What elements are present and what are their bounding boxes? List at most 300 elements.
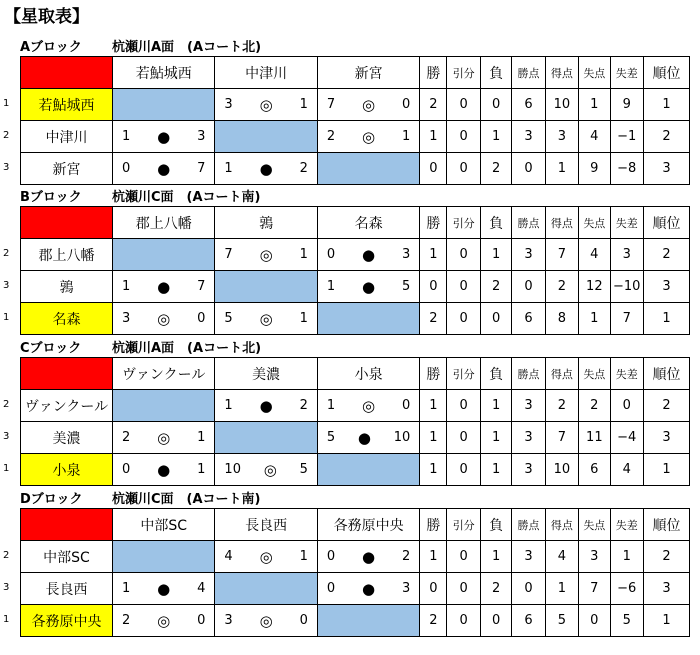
stat-cell: 6 — [512, 605, 545, 637]
match-score — [113, 278, 214, 296]
match-score — [113, 310, 214, 328]
stat-cell: 0 — [447, 153, 480, 185]
match-score — [318, 429, 419, 447]
stat-cell: 8 — [545, 303, 578, 335]
result-mark: ● — [259, 159, 273, 178]
stat-cell: 1 — [480, 121, 511, 153]
team-name-cell: 鶉 — [21, 271, 113, 303]
standings-table — [20, 56, 690, 185]
stat-cell: 3 — [545, 121, 578, 153]
self-match-cell — [317, 454, 419, 486]
goals-for: 0 — [326, 247, 336, 262]
self-match-cell — [317, 303, 419, 335]
stat-cell: 4 — [545, 541, 578, 573]
goals-against: 2 — [402, 549, 411, 564]
stat-cell: 10 — [545, 454, 578, 486]
result-mark: ◎ — [259, 309, 273, 328]
stat-cell: 0 — [447, 605, 480, 637]
stat-cell: 0 — [420, 153, 447, 185]
row-number: 1 — [3, 312, 10, 323]
stat-header: 引分 — [447, 509, 480, 541]
match-score — [318, 397, 419, 415]
stat-header: 失点 — [579, 57, 610, 89]
goals-for: 1 — [121, 581, 131, 596]
goals-against: 0 — [197, 613, 206, 628]
result-mark: ● — [357, 428, 371, 447]
goals-for: 2 — [121, 613, 131, 628]
team-name-cell: 小泉 — [21, 454, 113, 486]
result-mark: ● — [362, 245, 376, 264]
block-venue: 杭瀬川C面 (Aコート南) — [112, 190, 261, 205]
result-mark: ● — [362, 579, 376, 598]
stat-header: 失点 — [579, 509, 610, 541]
result-mark: ● — [157, 159, 171, 178]
block-header — [20, 36, 262, 55]
stat-cell: 1 — [480, 541, 511, 573]
stat-cell: 2 — [643, 121, 689, 153]
goals-for: 7 — [224, 247, 233, 262]
stat-cell: 1 — [480, 454, 511, 486]
match-result-cell — [215, 303, 317, 335]
stat-cell: −8 — [610, 153, 643, 185]
stat-cell: 0 — [480, 605, 511, 637]
stat-cell: 7 — [579, 573, 610, 605]
row-number: 2 — [3, 248, 10, 259]
match-score — [215, 246, 316, 264]
stat-header: 失差 — [610, 207, 643, 239]
team-row — [21, 573, 690, 605]
stat-cell: −4 — [610, 422, 643, 454]
self-match-cell — [112, 541, 214, 573]
stat-header: 勝点 — [512, 207, 545, 239]
team-name-cell: 中津川 — [21, 121, 113, 153]
match-score — [215, 96, 316, 114]
self-match-cell — [215, 422, 317, 454]
stat-cell: 4 — [579, 121, 610, 153]
stat-cell: 1 — [420, 390, 447, 422]
goals-for: 0 — [326, 581, 336, 596]
stat-cell: 0 — [512, 153, 545, 185]
goals-against: 1 — [197, 462, 206, 477]
header-row — [21, 207, 690, 239]
goals-for: 1 — [121, 279, 131, 294]
stat-cell: 0 — [512, 573, 545, 605]
match-result-cell — [215, 153, 317, 185]
opponent-header: 名森 — [317, 207, 419, 239]
stat-header: 得点 — [545, 207, 578, 239]
stat-cell: 3 — [512, 422, 545, 454]
match-result-cell — [215, 89, 317, 121]
match-result-cell — [112, 573, 214, 605]
stat-header: 勝 — [420, 57, 447, 89]
self-match-cell — [215, 121, 317, 153]
block-header — [20, 337, 262, 356]
team-row — [21, 89, 690, 121]
stat-cell: 1 — [643, 303, 689, 335]
stat-header: 負 — [480, 358, 511, 390]
stat-header: 得点 — [545, 358, 578, 390]
stat-cell: 1 — [420, 121, 447, 153]
stat-cell: 3 — [643, 422, 689, 454]
stat-cell: 3 — [643, 153, 689, 185]
stat-cell: 6 — [579, 454, 610, 486]
stat-cell: 3 — [579, 541, 610, 573]
goals-against: 1 — [197, 430, 206, 445]
row-number: 1 — [3, 463, 10, 474]
block-name: Bブロック — [20, 190, 82, 205]
stat-cell: −6 — [610, 573, 643, 605]
goals-for: 0 — [121, 161, 131, 176]
stat-cell: 0 — [447, 121, 480, 153]
self-match-cell — [112, 390, 214, 422]
row-number: 3 — [3, 162, 10, 173]
standings-table — [20, 508, 690, 637]
match-score — [215, 461, 316, 479]
stat-cell: 4 — [579, 239, 610, 271]
match-score — [113, 580, 214, 598]
result-mark: ◎ — [157, 428, 171, 447]
stat-header: 順位 — [643, 358, 689, 390]
goals-against: 7 — [197, 161, 206, 176]
match-score — [113, 461, 214, 479]
stat-cell: 0 — [447, 89, 480, 121]
stat-cell: 0 — [447, 239, 480, 271]
stat-cell: 0 — [447, 271, 480, 303]
goals-against: 2 — [299, 398, 308, 413]
stat-cell: 2 — [480, 271, 511, 303]
goals-against: 3 — [402, 581, 411, 596]
stat-cell: −1 — [610, 121, 643, 153]
team-row — [21, 271, 690, 303]
stat-header: 失差 — [610, 358, 643, 390]
self-match-cell — [317, 605, 419, 637]
goals-against: 0 — [197, 311, 206, 326]
opponent-header: 長良西 — [215, 509, 317, 541]
match-result-cell — [112, 605, 214, 637]
stat-cell: 3 — [512, 454, 545, 486]
match-score — [318, 548, 419, 566]
stat-cell: 1 — [420, 239, 447, 271]
row-number: 1 — [3, 98, 10, 109]
match-result-cell — [215, 454, 317, 486]
goals-for: 1 — [121, 129, 131, 144]
stat-cell: 0 — [480, 303, 511, 335]
stat-cell: 2 — [579, 390, 610, 422]
match-result-cell — [317, 121, 419, 153]
stat-cell: 0 — [447, 573, 480, 605]
stat-header: 順位 — [643, 509, 689, 541]
stat-cell: 0 — [447, 422, 480, 454]
stat-cell: 2 — [643, 541, 689, 573]
match-result-cell — [317, 239, 419, 271]
match-score — [215, 310, 316, 328]
result-mark: ● — [157, 460, 171, 479]
team-name-cell: 美濃 — [21, 422, 113, 454]
goals-against: 5 — [402, 279, 411, 294]
goals-for: 2 — [121, 430, 131, 445]
match-score — [113, 128, 214, 146]
standings-table — [20, 357, 690, 486]
team-row — [21, 390, 690, 422]
opponent-header: 中部SC — [112, 509, 214, 541]
result-mark: ◎ — [362, 127, 376, 146]
stat-cell: 2 — [643, 239, 689, 271]
match-score — [318, 278, 419, 296]
stat-header: 失差 — [610, 57, 643, 89]
result-mark: ● — [362, 547, 376, 566]
stat-cell: 1 — [610, 541, 643, 573]
stat-header: 勝 — [420, 509, 447, 541]
block-name: Aブロック — [20, 40, 82, 55]
match-result-cell — [112, 454, 214, 486]
stat-header: 順位 — [643, 57, 689, 89]
result-mark: ◎ — [259, 95, 273, 114]
self-match-cell — [112, 89, 214, 121]
goals-against: 0 — [402, 398, 411, 413]
stat-cell: 1 — [643, 89, 689, 121]
self-match-cell — [112, 239, 214, 271]
team-name-cell: 若鮎城西 — [21, 89, 113, 121]
goals-against: 7 — [197, 279, 206, 294]
match-result-cell — [317, 573, 419, 605]
stat-cell: 0 — [610, 390, 643, 422]
row-number: 3 — [3, 431, 10, 442]
stat-cell: 1 — [480, 390, 511, 422]
stat-cell: 3 — [512, 390, 545, 422]
goals-against: 0 — [299, 613, 308, 628]
stat-cell: 0 — [512, 271, 545, 303]
team-name-cell: 各務原中央 — [21, 605, 113, 637]
corner-cell — [21, 57, 113, 89]
stat-cell: 2 — [480, 153, 511, 185]
match-score — [113, 160, 214, 178]
goals-for: 0 — [326, 549, 336, 564]
stat-cell: 10 — [545, 89, 578, 121]
stat-cell: 0 — [480, 89, 511, 121]
stat-header: 勝点 — [512, 358, 545, 390]
stat-header: 順位 — [643, 207, 689, 239]
match-result-cell — [317, 390, 419, 422]
team-row — [21, 454, 690, 486]
result-mark: ◎ — [157, 611, 171, 630]
team-row — [21, 303, 690, 335]
match-score — [215, 612, 316, 630]
stat-cell: 1 — [420, 541, 447, 573]
stat-cell: 6 — [512, 303, 545, 335]
opponent-header: ヴァンクール — [112, 358, 214, 390]
goals-for: 1 — [224, 161, 233, 176]
stat-header: 負 — [480, 509, 511, 541]
match-result-cell — [112, 271, 214, 303]
match-result-cell — [317, 271, 419, 303]
goals-against: 2 — [299, 161, 308, 176]
stat-header: 負 — [480, 207, 511, 239]
stat-cell: 0 — [447, 303, 480, 335]
stat-cell: 1 — [480, 422, 511, 454]
opponent-header: 郡上八幡 — [112, 207, 214, 239]
result-mark: ◎ — [259, 547, 273, 566]
stat-cell: 3 — [643, 573, 689, 605]
header-row — [21, 358, 690, 390]
result-mark: ◎ — [259, 245, 273, 264]
header-row — [21, 57, 690, 89]
stat-header: 得点 — [545, 57, 578, 89]
team-name-cell: 中部SC — [21, 541, 113, 573]
block-header — [20, 186, 261, 205]
result-mark: ● — [157, 277, 171, 296]
goals-for: 1 — [224, 398, 233, 413]
team-name-cell: 名森 — [21, 303, 113, 335]
result-mark: ● — [157, 579, 171, 598]
match-score — [113, 612, 214, 630]
result-mark: ◎ — [362, 396, 376, 415]
goals-against: 1 — [402, 129, 411, 144]
stat-cell: 3 — [512, 121, 545, 153]
goals-for: 1 — [326, 398, 336, 413]
stat-cell: 9 — [610, 89, 643, 121]
stat-cell: 5 — [545, 605, 578, 637]
stat-header: 勝 — [420, 358, 447, 390]
row-number: 2 — [3, 130, 10, 141]
row-number: 2 — [3, 550, 10, 561]
stat-cell: 3 — [643, 271, 689, 303]
stat-cell: 1 — [545, 153, 578, 185]
stat-header: 失点 — [579, 207, 610, 239]
stat-cell: 2 — [420, 89, 447, 121]
stat-cell: 1 — [420, 422, 447, 454]
goals-against: 0 — [402, 97, 411, 112]
goals-against: 1 — [299, 549, 308, 564]
goals-for: 4 — [224, 549, 233, 564]
stat-cell: 0 — [447, 541, 480, 573]
match-score — [318, 246, 419, 264]
block-header — [20, 488, 261, 507]
self-match-cell — [215, 573, 317, 605]
match-result-cell — [215, 605, 317, 637]
goals-against: 4 — [197, 581, 206, 596]
stat-cell: 0 — [579, 605, 610, 637]
opponent-header: 各務原中央 — [317, 509, 419, 541]
standings-table — [20, 206, 690, 335]
goals-for: 2 — [326, 129, 336, 144]
match-score — [215, 397, 316, 415]
goals-for: 10 — [224, 462, 241, 477]
opponent-header: 中津川 — [215, 57, 317, 89]
stat-cell: 11 — [579, 422, 610, 454]
stat-cell: 6 — [512, 89, 545, 121]
stat-header: 失差 — [610, 509, 643, 541]
goals-against: 3 — [197, 129, 206, 144]
match-result-cell — [317, 89, 419, 121]
self-match-cell — [215, 271, 317, 303]
stat-cell: 4 — [610, 454, 643, 486]
self-match-cell — [317, 153, 419, 185]
goals-against: 1 — [299, 311, 308, 326]
stat-cell: 1 — [643, 605, 689, 637]
goals-against: 10 — [393, 430, 411, 445]
team-name-cell: 郡上八幡 — [21, 239, 113, 271]
goals-for: 3 — [224, 97, 233, 112]
row-number: 3 — [3, 280, 10, 291]
stat-cell: 12 — [579, 271, 610, 303]
block-venue: 杭瀬川A面 (Aコート北) — [112, 40, 262, 55]
stat-cell: 0 — [447, 454, 480, 486]
block-venue: 杭瀬川A面 (Aコート北) — [112, 341, 262, 356]
goals-for: 1 — [326, 279, 336, 294]
match-result-cell — [112, 422, 214, 454]
block-name: Dブロック — [20, 492, 83, 507]
goals-for: 0 — [121, 462, 131, 477]
result-mark: ◎ — [157, 309, 171, 328]
stat-header: 勝点 — [512, 509, 545, 541]
result-mark: ◎ — [362, 95, 376, 114]
team-row — [21, 422, 690, 454]
stat-cell: 5 — [610, 605, 643, 637]
team-row — [21, 541, 690, 573]
stat-cell: 7 — [610, 303, 643, 335]
goals-for: 7 — [326, 97, 336, 112]
stat-cell: 1 — [420, 454, 447, 486]
stat-cell: 1 — [579, 303, 610, 335]
opponent-header: 若鮎城西 — [112, 57, 214, 89]
goals-for: 5 — [326, 430, 336, 445]
team-row — [21, 605, 690, 637]
match-result-cell — [215, 390, 317, 422]
team-name-cell: ヴァンクール — [21, 390, 113, 422]
stat-header: 負 — [480, 57, 511, 89]
opponent-header: 小泉 — [317, 358, 419, 390]
stat-cell: 2 — [420, 303, 447, 335]
team-row — [21, 121, 690, 153]
team-row — [21, 153, 690, 185]
goals-against: 3 — [402, 247, 411, 262]
match-result-cell — [112, 121, 214, 153]
match-score — [318, 580, 419, 598]
stat-cell: 7 — [545, 239, 578, 271]
team-row — [21, 239, 690, 271]
stat-cell: 7 — [545, 422, 578, 454]
match-result-cell — [215, 541, 317, 573]
stat-header: 得点 — [545, 509, 578, 541]
result-mark: ● — [157, 127, 171, 146]
block-venue: 杭瀬川C面 (Aコート南) — [112, 492, 261, 507]
corner-cell — [21, 358, 113, 390]
stat-cell: 2 — [643, 390, 689, 422]
match-score — [215, 160, 316, 178]
result-mark: ◎ — [259, 611, 273, 630]
stat-cell: 1 — [579, 89, 610, 121]
result-mark: ● — [259, 396, 273, 415]
stat-header: 引分 — [447, 57, 480, 89]
match-result-cell — [317, 541, 419, 573]
stat-cell: 2 — [480, 573, 511, 605]
match-result-cell — [317, 422, 419, 454]
result-mark: ● — [362, 277, 376, 296]
corner-cell — [21, 207, 113, 239]
stat-cell: 2 — [545, 390, 578, 422]
block-name: Cブロック — [20, 341, 82, 356]
match-score — [318, 128, 419, 146]
row-number: 1 — [3, 614, 10, 625]
stat-header: 勝 — [420, 207, 447, 239]
stat-cell: 0 — [420, 573, 447, 605]
match-score — [318, 96, 419, 114]
opponent-header: 新宮 — [317, 57, 419, 89]
stat-cell: 0 — [420, 271, 447, 303]
stat-cell: 1 — [643, 454, 689, 486]
page-title: 【星取表】 — [4, 7, 89, 27]
stat-header: 失点 — [579, 358, 610, 390]
